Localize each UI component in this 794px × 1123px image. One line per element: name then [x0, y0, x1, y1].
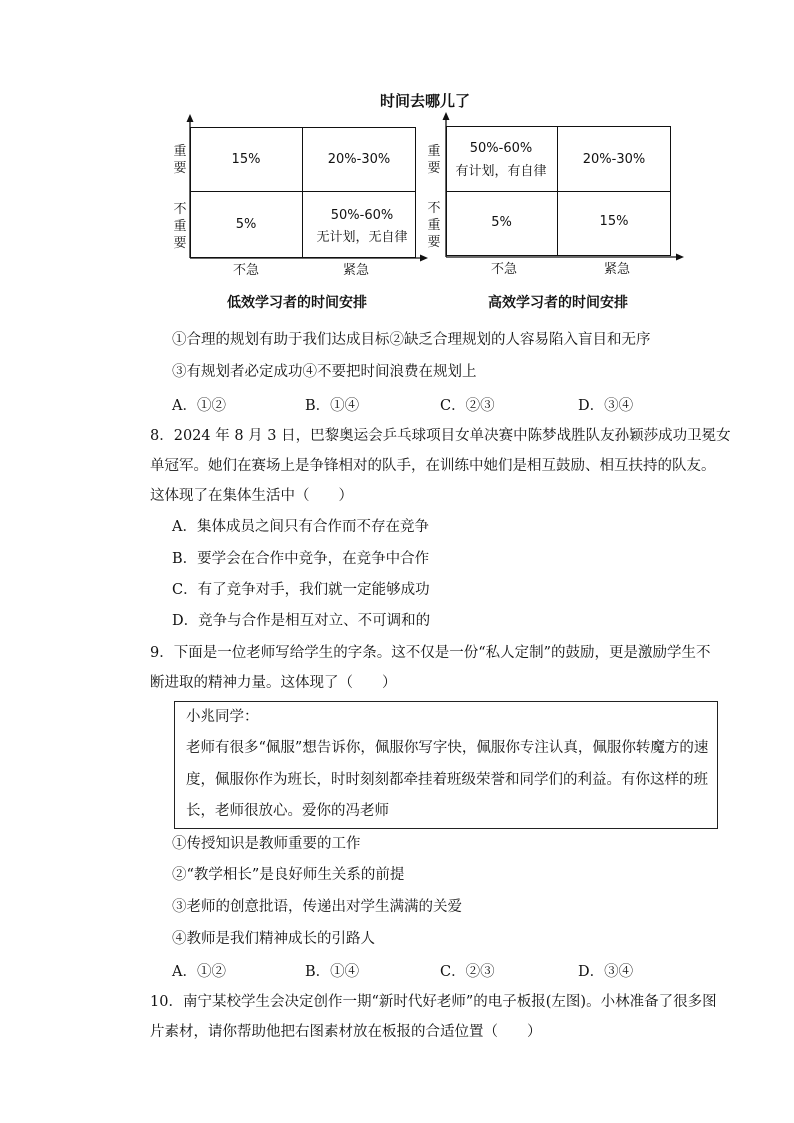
- q9-option-a: A．①②: [172, 964, 226, 980]
- q8-option-d: D．竞争与合作是相互对立、不可调和的: [172, 613, 431, 629]
- teacher-note-line-1: 老师有很多“佩服”想告诉你，佩服你写字快，佩服你专注认真，佩服你转魔方的速: [186, 740, 709, 756]
- left-cell-br-line2: 无计划，无自律: [316, 230, 408, 245]
- q8-option-c: C．有了竞争对手，我们就一定能够成功: [172, 582, 430, 598]
- left-cell-tl: 15%: [231, 152, 261, 167]
- q8-option-b: B．要学会在合作中竞争，在竞争中合作: [172, 551, 430, 567]
- q9-statement-4: ④教师是我们精神成长的引路人: [172, 931, 375, 947]
- left-cell-bl: 5%: [235, 217, 257, 232]
- q9-option-b: B．①④: [305, 964, 360, 980]
- right-y-label-unimportant: 不重要: [427, 201, 441, 250]
- q9-stem-line-2: 断进取的精神力量。这体现了（ ）: [150, 675, 397, 691]
- teacher-note-greeting: 小兆同学：: [186, 709, 259, 725]
- q8-stem-line-2: 单冠军。她们在赛场上是争锋相对的队手，在训练中她们是相互鼓励、相互扶持的队友。: [150, 458, 716, 474]
- q8-stem-line-3: 这体现了在集体生活中（ ）: [150, 488, 353, 504]
- left-y-label-unimportant: 不重要: [173, 202, 187, 251]
- q8-stem-line-1: 8．2024 年 8 月 3 日，巴黎奥运会乒乓球项目女单决赛中陈梦战胜队友孙颖莎成功卫冕女: [150, 428, 731, 444]
- q10-stem-line-1: 10．南宁某校学生会决定创作一期“新时代好老师”的电子板报(左图)。小林准备了很多图: [150, 994, 717, 1010]
- right-cell-tl-line2: 有计划，有自律: [455, 164, 547, 179]
- q9-option-c: C．②③: [440, 964, 495, 980]
- teacher-note-line-3: 长，老师很放心。爱你的冯老师: [186, 803, 389, 819]
- q9-option-d: D．③④: [578, 964, 634, 980]
- q7-statement-2: ③有规划者必定成功④不要把时间浪费在规划上: [172, 364, 477, 380]
- left-caption: 低效学习者的时间安排: [227, 295, 367, 311]
- right-x-label-urgent: 紧急: [604, 262, 631, 277]
- q9-statement-2: ②“教学相长”是良好师生关系的前提: [172, 867, 405, 883]
- q9-stem-line-1: 9．下面是一位老师写给学生的字条。这不仅是一份“私人定制”的鼓励，更是激励学生不: [150, 645, 711, 661]
- right-x-label-not-urgent: 不急: [491, 262, 518, 277]
- right-cell-tr: 20%-30%: [582, 152, 646, 167]
- q7-option-b: B．①④: [305, 398, 360, 414]
- right-caption: 高效学习者的时间安排: [488, 295, 628, 311]
- right-cell-tl-line1: 50%-60%: [469, 141, 533, 156]
- right-cell-br: 15%: [599, 214, 629, 229]
- q7-option-a: A．①②: [172, 398, 226, 414]
- q9-statement-1: ①传授知识是教师重要的工作: [172, 836, 361, 852]
- q7-option-c: C．②③: [440, 398, 495, 414]
- left-cell-br-line1: 50%-60%: [330, 208, 394, 223]
- right-y-label-important: 重要: [427, 144, 441, 176]
- q8-option-a: A．集体成员之间只有合作而不存在竞争: [172, 519, 429, 535]
- left-x-label-not-urgent: 不急: [233, 263, 260, 278]
- left-y-label-important: 重要: [173, 144, 187, 176]
- q9-statement-3: ③老师的创意批语，传递出对学生满满的关爱: [172, 899, 462, 915]
- left-x-label-urgent: 紧急: [343, 263, 370, 278]
- left-cell-tr: 20%-30%: [327, 152, 391, 167]
- q7-option-d: D．③④: [578, 398, 634, 414]
- q7-statement-1: ①合理的规划有助于我们达成目标②缺乏合理规划的人容易陷入盲目和无序: [172, 332, 651, 348]
- q10-stem-line-2: 片素材，请你帮助他把右图素材放在板报的合适位置（ ）: [150, 1024, 542, 1040]
- figure-title: 时间去哪儿了: [380, 92, 471, 110]
- right-cell-bl: 5%: [491, 215, 512, 230]
- teacher-note-line-2: 度，佩服你作为班长，时时刻刻都牵挂着班级荣誉和同学们的利益。有你这样的班: [186, 772, 708, 788]
